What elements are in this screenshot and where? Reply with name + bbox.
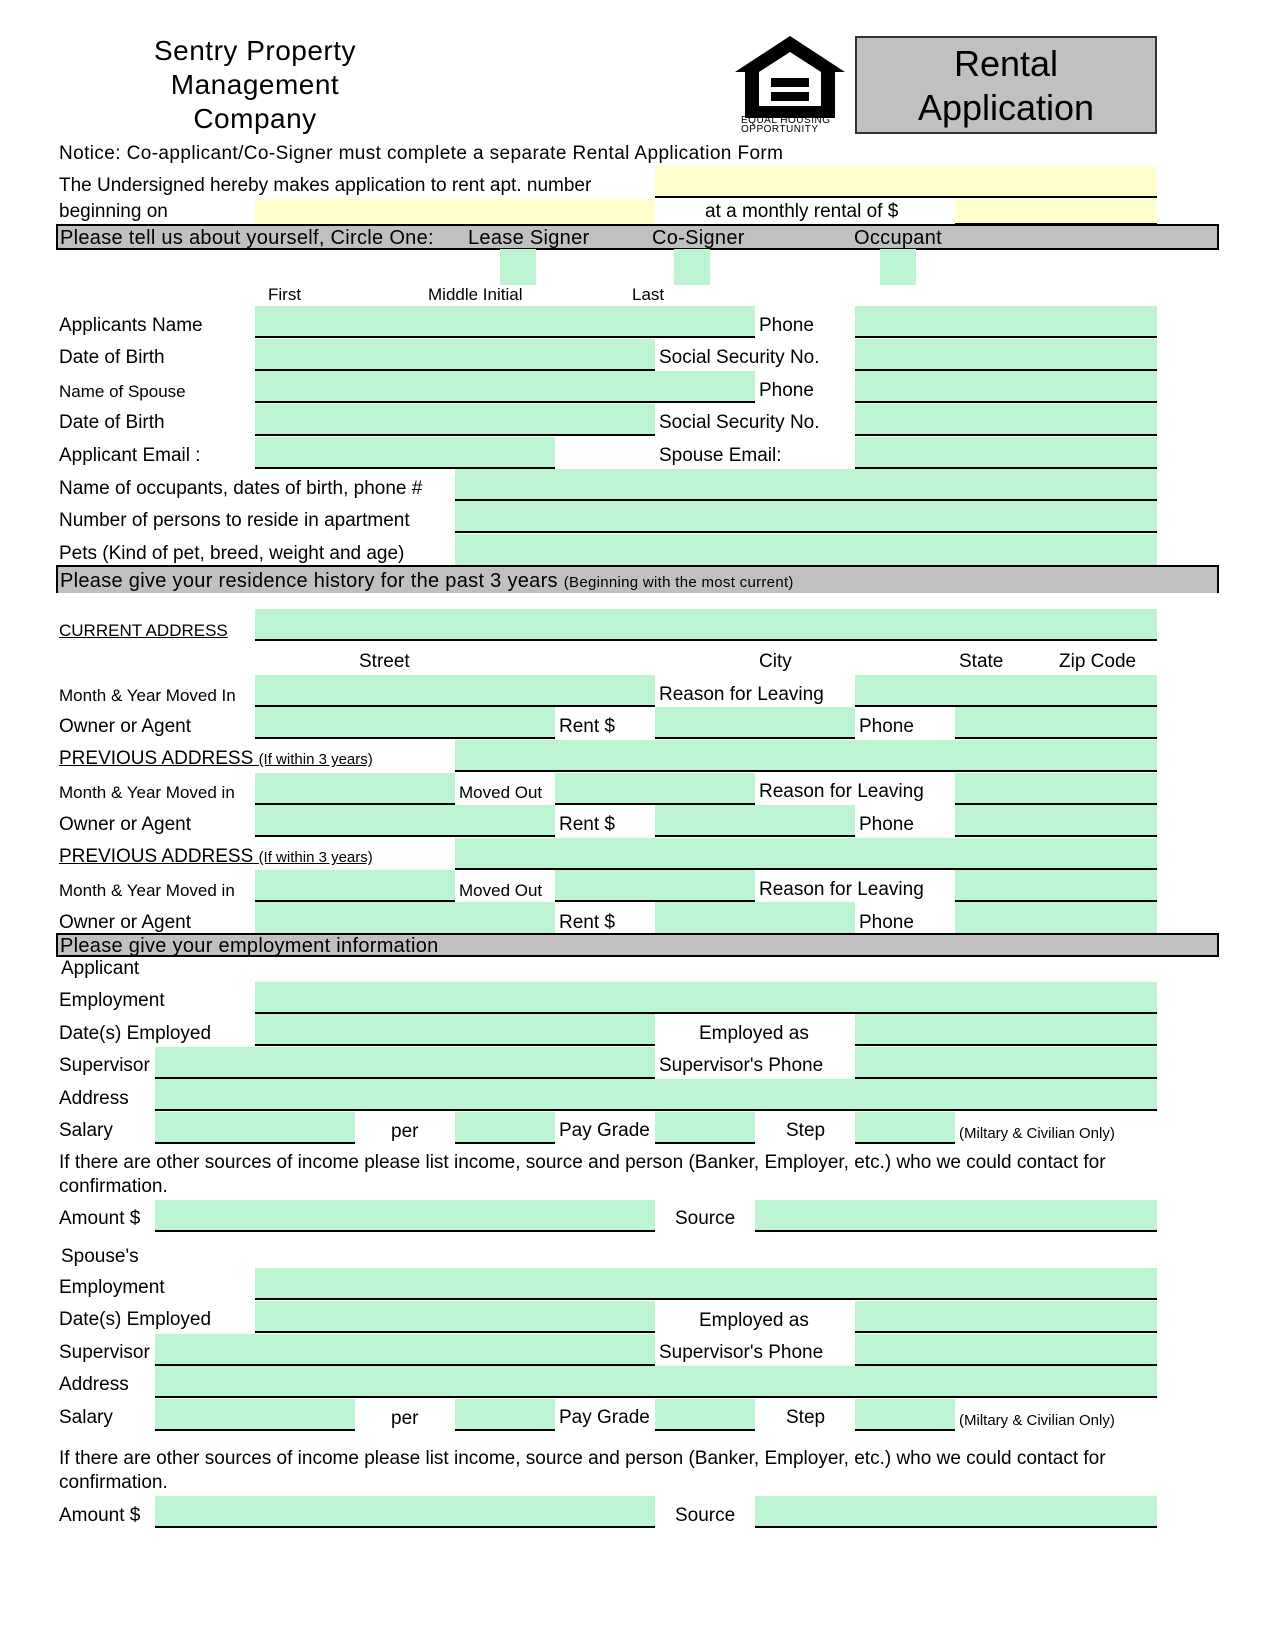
occupant-checkbox[interactable] (880, 249, 916, 285)
current-address-field[interactable] (255, 609, 1157, 641)
prev1-moved-out-label: Moved Out (459, 783, 543, 802)
dob-label: Date of Birth (59, 347, 165, 368)
prev-address-2-field[interactable] (455, 838, 1157, 870)
applicant-per-field[interactable] (455, 1112, 555, 1144)
applicants-name-label: Applicants Name (59, 315, 203, 336)
persons-label: Number of persons to reside in apartment (59, 510, 410, 531)
title-box (855, 36, 1157, 134)
applicant-salary-field[interactable] (155, 1112, 355, 1144)
persons-field[interactable] (455, 501, 1157, 533)
col-last: Last (632, 285, 665, 304)
spouse-other-income-text-2: confirmation. (59, 1472, 168, 1493)
prev1-reason-label: Reason for Leaving (759, 781, 924, 802)
col-first: First (268, 285, 302, 304)
applicant-email-field[interactable] (255, 437, 555, 469)
spouse-phone-label: Phone (759, 380, 814, 401)
spouse-address-field[interactable] (155, 1366, 1157, 1398)
applicant-pay-grade-field[interactable] (655, 1112, 755, 1144)
monthly-rental-field[interactable] (955, 199, 1157, 225)
company-name-line1: Sentry Property (153, 35, 357, 66)
employment-heading: Please give your employment information (60, 935, 439, 957)
ssn-field[interactable] (855, 339, 1157, 371)
title-line2: Application (917, 87, 1095, 128)
phone-label: Phone (759, 315, 814, 336)
applicant-source-field[interactable] (755, 1200, 1157, 1232)
spouse-ssn-field[interactable] (855, 404, 1157, 436)
spouse-salary-field[interactable] (155, 1399, 355, 1431)
spouse-dates-label: Date(s) Employed (59, 1309, 212, 1330)
spouse-employed-as-field[interactable] (855, 1301, 1157, 1333)
prev-address-1-title: PREVIOUS ADDRESS (59, 748, 254, 769)
apt-number-label: The Undersigned hereby makes application to rent apt. number (59, 175, 592, 196)
spouse-phone-field[interactable] (855, 371, 1157, 403)
employment-section-bar (56, 933, 1219, 957)
applicant-email-label: Applicant Email : (59, 445, 201, 466)
spouse-dob-label: Date of Birth (59, 412, 165, 433)
prev1-moved-in-label: Month & Year Moved in (59, 783, 235, 802)
prev2-owner-label: Owner or Agent (59, 912, 192, 933)
applicant-step-label: Step (786, 1120, 826, 1141)
prev-address-1-label (59, 748, 373, 771)
monthly-rental-label: at a monthly rental of $ (705, 201, 899, 222)
moved-in-field[interactable] (255, 675, 655, 707)
about-heading: Please tell us about yourself, Circle One: (60, 227, 434, 249)
col-city: City (759, 651, 792, 672)
spouse-amount-label: Amount $ (59, 1505, 141, 1526)
applicant-supervisor-phone-label: Supervisor's Phone (659, 1055, 824, 1076)
prev2-phone-field[interactable] (955, 902, 1157, 934)
prev2-rent-field[interactable] (655, 902, 855, 934)
option-co-signer[interactable]: Co-Signer (652, 227, 745, 249)
spouse-per-field[interactable] (455, 1399, 555, 1431)
apt-number-field[interactable] (655, 166, 1157, 198)
pets-field[interactable] (455, 534, 1157, 566)
spouse-supervisor-phone-field[interactable] (855, 1334, 1157, 1366)
co-signer-checkbox[interactable] (674, 249, 710, 285)
spouse-per-label: per (391, 1408, 419, 1429)
logo-text-line1: EQUAL HOUSING (741, 115, 831, 126)
col-street: Street (359, 651, 410, 672)
spouse-email-label: Spouse Email: (659, 445, 782, 466)
spouse-source-label: Source (675, 1505, 736, 1526)
applicant-per-label: per (391, 1121, 419, 1142)
spouse-name-field[interactable] (255, 371, 755, 403)
prev1-owner-field[interactable] (255, 805, 555, 837)
reason-label: Reason for Leaving (659, 684, 824, 705)
equal-housing-logo (735, 36, 845, 136)
prev1-reason-field[interactable] (955, 773, 1157, 805)
prev2-rent-label: Rent $ (559, 912, 615, 933)
residence-heading (60, 570, 794, 593)
prev2-owner-field[interactable] (255, 902, 555, 934)
company-name-line3: Company (193, 103, 317, 134)
applicant-dates-label: Date(s) Employed (59, 1023, 212, 1044)
owner-field[interactable] (255, 707, 555, 739)
lease-signer-checkbox[interactable] (500, 249, 536, 285)
spouse-pay-grade-field[interactable] (655, 1399, 755, 1431)
applicant-military-note: (Miltary & Civilian Only) (959, 1125, 1115, 1142)
prev2-reason-label: Reason for Leaving (759, 879, 924, 900)
col-middle-initial: Middle Initial (428, 285, 523, 304)
applicant-address-field[interactable] (155, 1079, 1157, 1111)
option-lease-signer[interactable]: Lease Signer (468, 227, 590, 249)
applicant-pay-grade-label: Pay Grade (559, 1120, 650, 1141)
spouse-step-field[interactable] (855, 1399, 955, 1431)
spouse-dates-field[interactable] (255, 1301, 655, 1333)
applicant-employment-field[interactable] (255, 982, 1157, 1014)
spouse-dob-field[interactable] (255, 404, 655, 436)
applicant-source-label: Source (675, 1208, 736, 1229)
prev1-owner-label: Owner or Agent (59, 814, 192, 835)
option-occupant[interactable]: Occupant (854, 227, 943, 249)
applicant-other-income-text-2: confirmation. (59, 1176, 168, 1197)
notice-text: Notice: Co-applicant/Co-Signer must complete a separate Rental Application Form (59, 143, 784, 164)
spouse-address-label: Address (59, 1374, 129, 1395)
spouse-supervisor-phone-label: Supervisor's Phone (659, 1342, 824, 1363)
spouse-supervisor-label: Supervisor (59, 1342, 150, 1363)
prev1-rent-field[interactable] (655, 805, 855, 837)
spouse-name-label: Name of Spouse (59, 382, 186, 401)
dob-field[interactable] (255, 339, 655, 371)
applicant-employment-title: Applicant (61, 958, 140, 979)
pets-label: Pets (Kind of pet, breed, weight and age) (59, 543, 405, 564)
equal-housing-house-icon (735, 36, 845, 122)
occupants-field[interactable] (455, 469, 1157, 501)
moved-in-label: Month & Year Moved In (59, 686, 236, 705)
prev1-phone-label: Phone (859, 814, 914, 835)
beginning-on-field[interactable] (255, 199, 655, 225)
spouse-employed-as-label: Employed as (699, 1310, 809, 1331)
rent-label: Rent $ (559, 716, 615, 737)
prev-address-1-field[interactable] (455, 740, 1157, 772)
spouse-amount-field[interactable] (155, 1496, 655, 1528)
beginning-on-label: beginning on (59, 201, 168, 222)
applicant-other-income-text: If there are other sources of income please list income, source and person (Banker, Employer, etc.) who we could contact for (59, 1152, 1106, 1173)
residence-heading-note: (Beginning with the most current) (563, 574, 794, 591)
prev1-moved-in-field[interactable] (255, 773, 455, 805)
applicant-salary-label: Salary (59, 1120, 113, 1141)
spouse-source-field[interactable] (755, 1496, 1157, 1528)
ssn-label: Social Security No. (659, 347, 820, 368)
spouse-other-income-text: If there are other sources of income please list income, source and person (Banker, Employer, etc.) who we could contact for (59, 1448, 1106, 1469)
company-name (150, 34, 360, 136)
applicant-supervisor-label: Supervisor (59, 1055, 150, 1076)
prev-address-1-note: (If within 3 years) (258, 751, 373, 768)
residence-heading-text: Please give your residence history for the past 3 years (60, 570, 558, 592)
spouse-step-label: Step (786, 1407, 826, 1428)
applicants-name-field[interactable] (255, 306, 755, 338)
owner-label: Owner or Agent (59, 716, 192, 737)
prev1-rent-label: Rent $ (559, 814, 615, 835)
about-section-bar (56, 224, 1219, 250)
prev2-moved-in-label: Month & Year Moved in (59, 881, 235, 900)
applicant-address-label: Address (59, 1088, 129, 1109)
prev2-moved-out-field[interactable] (555, 870, 755, 902)
col-zip-code: Zip Code (1059, 651, 1137, 672)
phone-field[interactable] (855, 306, 1157, 338)
company-name-line2: Management (170, 69, 340, 100)
applicant-step-field[interactable] (855, 1112, 955, 1144)
col-state: State (959, 651, 1004, 672)
spouse-pay-grade-label: Pay Grade (559, 1407, 650, 1428)
spouse-employment-label: Employment (59, 1277, 165, 1298)
owner-phone-field[interactable] (955, 707, 1157, 739)
owner-phone-label: Phone (859, 716, 914, 737)
reason-field[interactable] (855, 675, 1157, 707)
prev-address-2-title: PREVIOUS ADDRESS (59, 846, 254, 867)
occupants-label: Name of occupants, dates of birth, phone # (59, 478, 423, 499)
applicant-supervisor-field[interactable] (155, 1047, 655, 1079)
prev2-phone-label: Phone (859, 912, 914, 933)
prev-address-2-note: (If within 3 years) (258, 849, 373, 866)
spouse-ssn-label: Social Security No. (659, 412, 820, 433)
prev1-moved-out-field[interactable] (555, 773, 755, 805)
spouse-employment-field[interactable] (255, 1268, 1157, 1300)
applicant-employed-as-field[interactable] (855, 1014, 1157, 1046)
rent-field[interactable] (655, 707, 855, 739)
current-address-label: CURRENT ADDRESS (59, 621, 228, 640)
prev-address-2-label (59, 846, 373, 869)
prev2-reason-field[interactable] (955, 870, 1157, 902)
logo-text-line2: OPPORTUNITY (741, 124, 819, 135)
spouse-military-note: (Miltary & Civilian Only) (959, 1412, 1115, 1429)
applicant-dates-field[interactable] (255, 1014, 655, 1046)
spouse-salary-label: Salary (59, 1407, 113, 1428)
prev2-moved-out-label: Moved Out (459, 881, 543, 900)
applicant-supervisor-phone-field[interactable] (855, 1047, 1157, 1079)
prev1-phone-field[interactable] (955, 805, 1157, 837)
title-line1: Rental (953, 43, 1059, 84)
residence-section-bar (56, 565, 1219, 593)
prev2-moved-in-field[interactable] (255, 870, 455, 902)
applicant-employment-label: Employment (59, 990, 165, 1011)
applicant-amount-label: Amount $ (59, 1208, 141, 1229)
spouse-supervisor-field[interactable] (155, 1334, 655, 1366)
applicant-amount-field[interactable] (155, 1200, 655, 1232)
applicant-employed-as-label: Employed as (699, 1023, 809, 1044)
spouse-email-field[interactable] (855, 437, 1157, 469)
spouse-employment-title: Spouse's (61, 1246, 139, 1267)
